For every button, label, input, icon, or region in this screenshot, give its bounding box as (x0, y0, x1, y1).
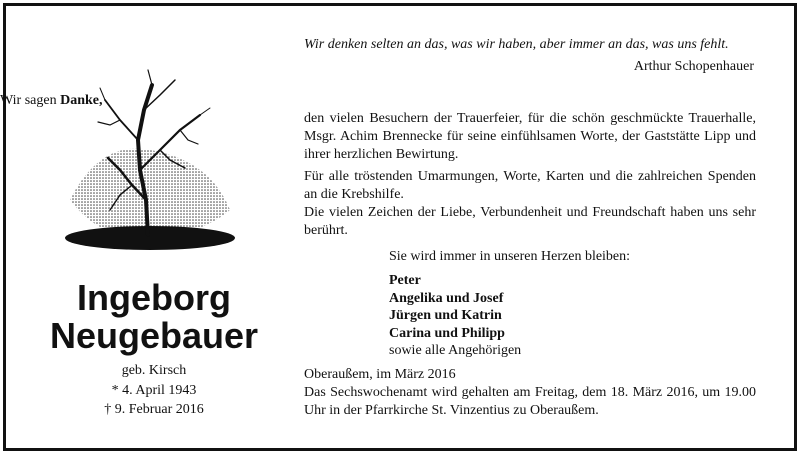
birth-name: geb. Kirsch (121, 363, 187, 378)
thanks-paragraph-1: den vielen Besuchern der Trauerfeier, für die schön geschmückte Trauerhalle, Msgr. Achim Brennecke für seine einfühlsamen Worte, der Gaststätte Lipp und ihrer herzlichen Bewirtung. (304, 111, 756, 162)
deceased-last-name: Neugebauer (49, 315, 259, 356)
thanks-bold: Danke, (60, 93, 103, 108)
tree-illustration (60, 60, 240, 260)
family-heading: Sie wird immer in unseren Herzen bleiben: (389, 249, 631, 264)
family-member: Jürgen und Katrin (389, 308, 502, 324)
family-member: Carina und Philipp (389, 325, 505, 341)
birth-date: * 4. April 1943 (111, 383, 197, 398)
place-date: Oberaußem, im März 2016 (304, 367, 456, 382)
service-notice: Das Sechswochenamt wird gehalten am Freitag, dem 18. März 2016, um 19.00 Uhr in der Pfarrkirche St. Vinzentius zu Oberaußem. (304, 385, 756, 418)
thanks-intro: Wir sagen (0, 93, 61, 108)
thanks-paragraph-2: Für alle tröstenden Umarmungen, Worte, Karten und die zahlreichen Spenden an die Krebshilfe. (304, 169, 756, 202)
family-list (389, 272, 521, 360)
deceased-first-name: Ingeborg (77, 277, 231, 318)
family-others: sowie alle Angehörigen (389, 343, 522, 359)
family-member: Peter (389, 273, 421, 288)
death-date: † 9. Februar 2016 (104, 402, 204, 417)
thanks-heading (0, 92, 103, 110)
quote-text: Wir denken selten an das, was wir haben, aber immer an das, was uns fehlt. (304, 37, 729, 52)
thanks-paragraph-3: Die vielen Zeichen der Liebe, Verbundenheit und Freundschaft haben uns sehr berührt. (304, 205, 756, 238)
quote-author: Arthur Schopenhauer (633, 59, 754, 74)
family-member: Angelika und Josef (389, 290, 504, 306)
